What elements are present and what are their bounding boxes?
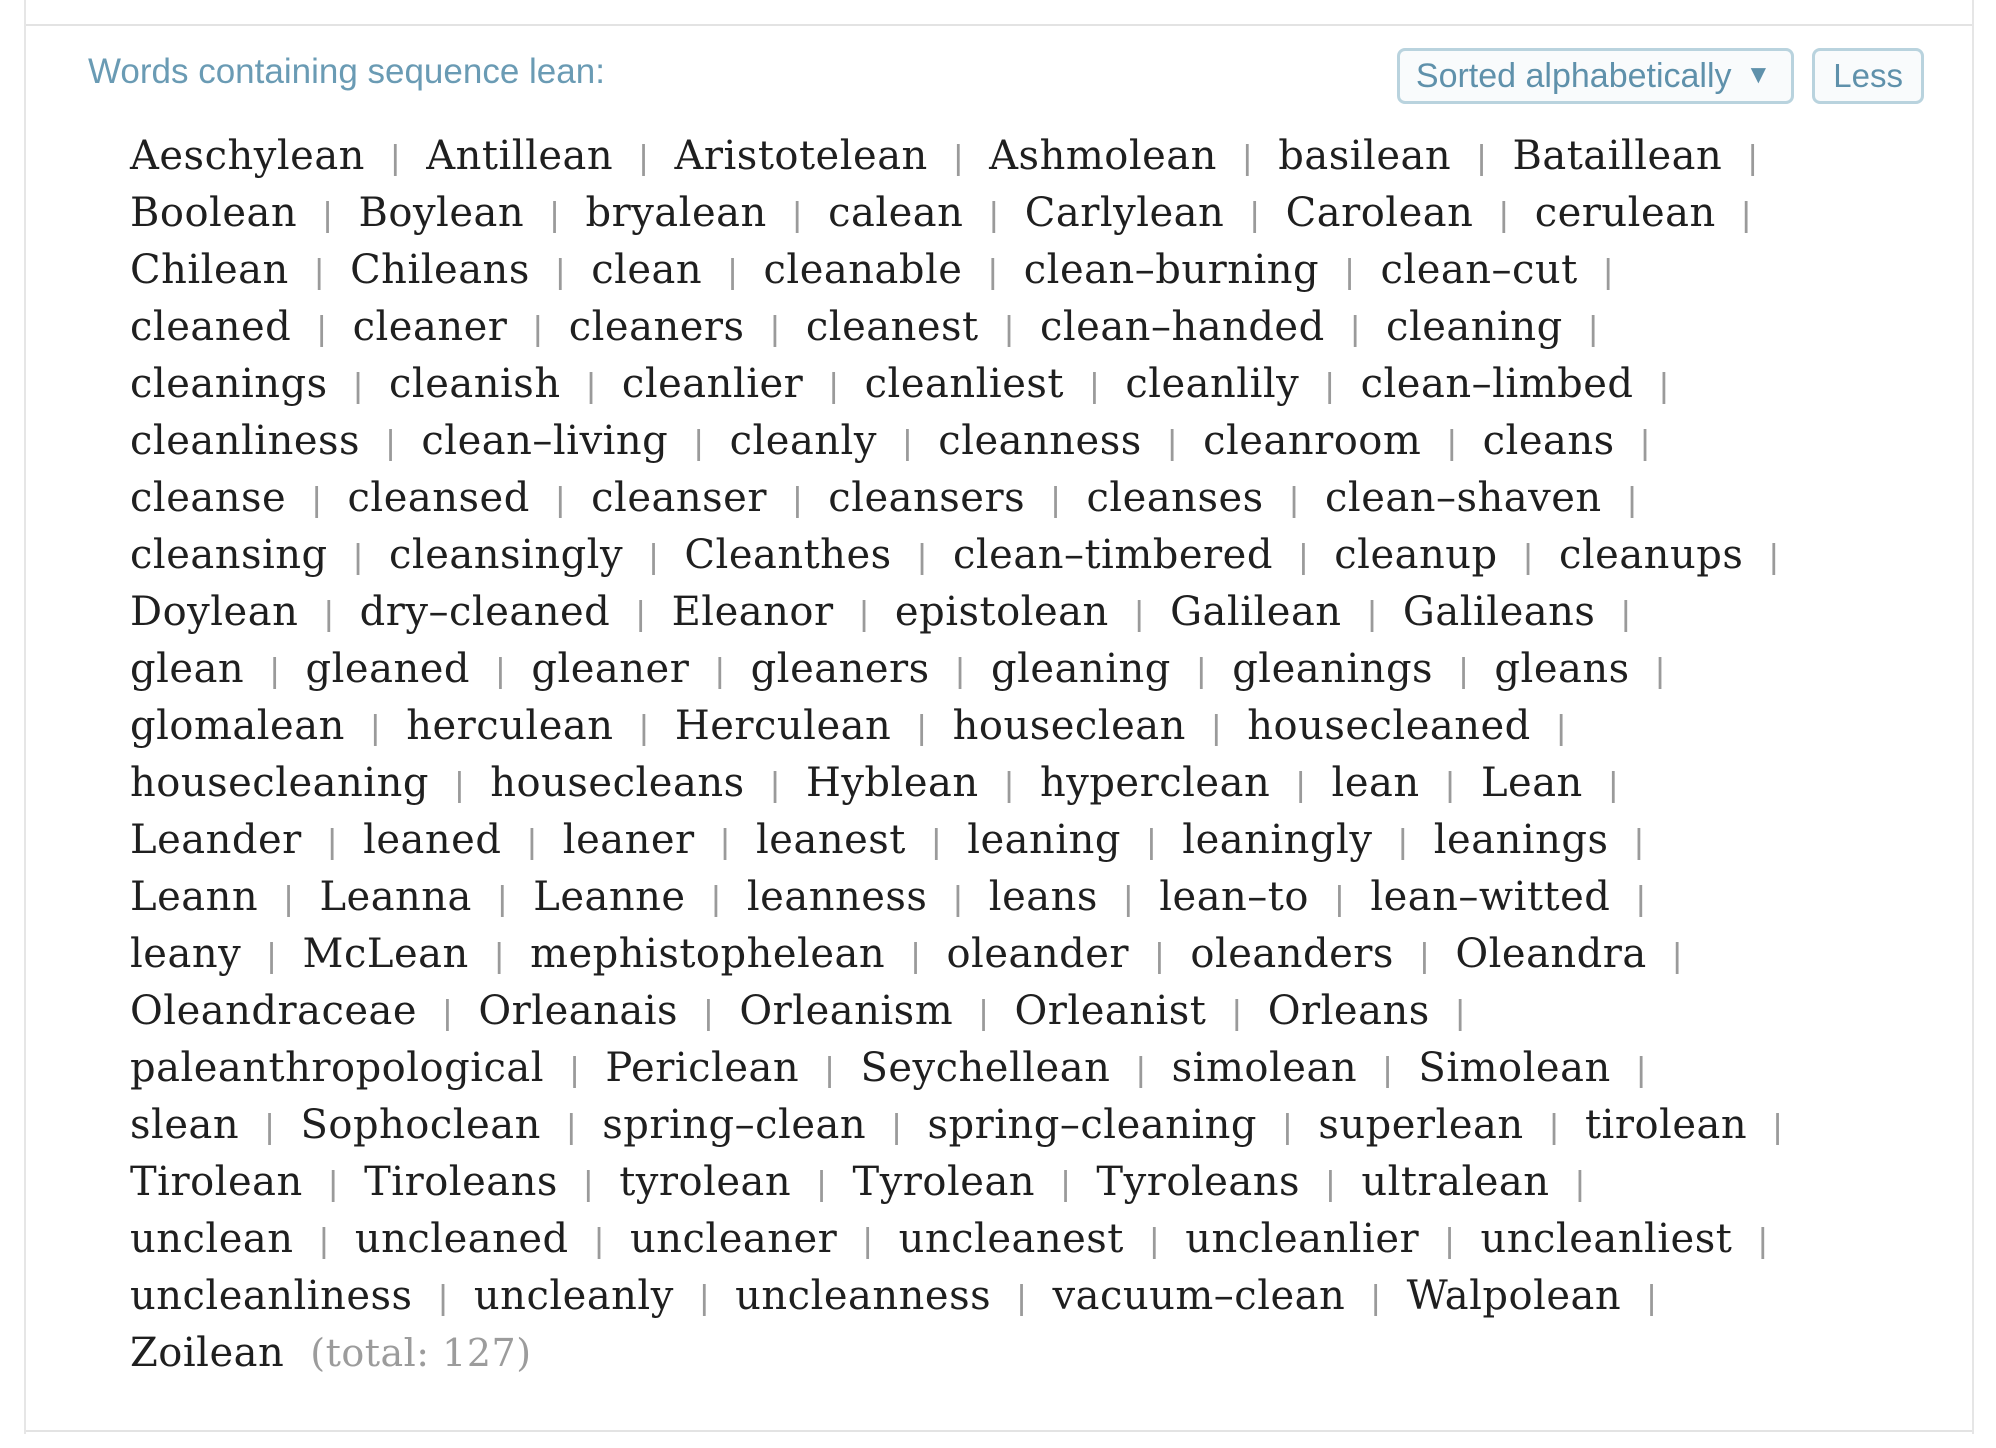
separator: | [270, 652, 280, 690]
word-link[interactable]: glean [130, 646, 245, 692]
sort-dropdown-value: Sorted alphabetically [1415, 56, 1732, 95]
separator: | [1004, 310, 1014, 348]
word-link[interactable]: superlean [1318, 1102, 1524, 1148]
word-link[interactable]: Periclean [605, 1045, 800, 1091]
separator: | [1004, 766, 1014, 804]
word-link[interactable]: Carolean [1285, 190, 1474, 236]
word-link[interactable]: Galileans [1402, 589, 1596, 635]
word-link[interactable]: cleanse [130, 475, 287, 521]
word-line [130, 128, 1910, 185]
separator: | [1123, 880, 1134, 918]
separator: | [1447, 424, 1457, 462]
separator: | [955, 652, 966, 690]
word-link[interactable]: cerulean [1534, 190, 1716, 236]
separator: | [1575, 1165, 1585, 1203]
word-link[interactable]: mephistophelean [530, 931, 886, 977]
word-link[interactable]: uncleanly [473, 1273, 674, 1319]
word-link[interactable]: Antillean [426, 133, 614, 179]
word-link[interactable]: cleaned [130, 304, 292, 350]
separator: | [527, 823, 537, 861]
separator: | [989, 196, 999, 234]
word-link[interactable]: cleansers [828, 475, 1026, 521]
word-link[interactable]: leanings [1433, 817, 1609, 863]
separator: | [1655, 652, 1665, 690]
separator: | [979, 994, 989, 1032]
word-link[interactable]: lean–witted [1370, 874, 1611, 920]
separator: | [902, 424, 913, 462]
word-link[interactable]: Orleanist [1014, 988, 1207, 1034]
word-link[interactable]: gleaners [750, 646, 930, 692]
word-link[interactable]: leanness [746, 874, 928, 920]
word-link[interactable]: cleanliness [130, 418, 361, 464]
separator: | [324, 595, 334, 633]
separator: | [953, 139, 964, 177]
word-link[interactable]: cleanups [1558, 532, 1744, 578]
separator: | [1523, 538, 1533, 576]
word-link[interactable]: cleanlier [621, 361, 804, 407]
separator: | [1289, 481, 1300, 519]
word-link[interactable]: Zoilean [130, 1330, 285, 1376]
word-link[interactable]: oleander [946, 931, 1130, 977]
separator: | [770, 310, 780, 348]
separator: | [931, 823, 942, 861]
word-link[interactable]: gleanings [1232, 646, 1434, 692]
separator: | [1134, 595, 1145, 633]
separator: | [715, 652, 725, 690]
word-link[interactable]: lean–to [1159, 874, 1309, 920]
separator: | [1748, 139, 1758, 177]
word-link[interactable]: Lean [1480, 760, 1583, 806]
separator: | [1149, 1222, 1160, 1260]
word-link[interactable]: Doylean [130, 589, 299, 635]
word-link[interactable]: cleanup [1334, 532, 1498, 578]
word-link[interactable]: cleanliest [864, 361, 1064, 407]
separator: | [1477, 139, 1487, 177]
word-link[interactable]: Leanna [319, 874, 472, 920]
separator: | [1636, 880, 1646, 918]
separator: | [1167, 424, 1178, 462]
word-link[interactable]: cleanable [763, 247, 963, 293]
word-link[interactable]: leaning [967, 817, 1121, 863]
separator: | [312, 481, 322, 519]
separator: | [639, 139, 649, 177]
separator: | [267, 937, 277, 975]
separator: | [386, 424, 396, 462]
separator: | [1773, 1108, 1783, 1146]
word-line [130, 1268, 1910, 1325]
less-button[interactable]: Less [1812, 48, 1924, 104]
separator: | [1136, 1051, 1146, 1089]
separator: | [1636, 1051, 1647, 1089]
separator: | [570, 1051, 580, 1089]
word-line [130, 584, 1910, 641]
separator: | [1647, 1279, 1657, 1317]
word-line [130, 1154, 1910, 1211]
word-link[interactable]: clean [591, 247, 703, 293]
word-link[interactable]: uncleanlier [1185, 1216, 1420, 1262]
word-link[interactable]: cleansing [130, 532, 328, 578]
word-link[interactable]: cleanly [729, 418, 877, 464]
word-line [130, 1097, 1910, 1154]
word-link[interactable]: calean [828, 190, 964, 236]
separator: | [494, 937, 505, 975]
separator: | [792, 196, 803, 234]
word-link[interactable]: Leann [130, 874, 259, 920]
bottom-divider [26, 1430, 1972, 1432]
word-link[interactable]: epistolean [894, 589, 1109, 635]
separator: | [1211, 709, 1222, 747]
separator: | [314, 253, 325, 291]
separator: | [711, 880, 721, 918]
word-link[interactable]: uncleaned [354, 1216, 569, 1262]
separator: | [953, 880, 963, 918]
word-link[interactable]: cleanness [938, 418, 1142, 464]
separator: | [1371, 1279, 1381, 1317]
separator: | [1758, 1222, 1768, 1260]
separator: | [454, 766, 465, 804]
word-link[interactable]: clean–timbered [952, 532, 1273, 578]
separator: | [1232, 994, 1242, 1032]
word-link[interactable]: oleanders [1190, 931, 1394, 977]
word-line [130, 413, 1910, 470]
word-link[interactable]: cleaning [1386, 304, 1563, 350]
separator: | [1326, 1165, 1336, 1203]
word-link[interactable]: tyrolean [619, 1159, 792, 1205]
separator: | [1146, 823, 1157, 861]
separator: | [694, 424, 704, 462]
word-link[interactable]: hyperclean [1039, 760, 1271, 806]
word-line [130, 812, 1910, 869]
word-link[interactable]: gleaning [991, 646, 1171, 692]
separator: | [555, 481, 566, 519]
word-line [130, 698, 1910, 755]
word-link[interactable]: Seychellean [860, 1045, 1111, 1091]
word-link[interactable]: uncleanest [898, 1216, 1124, 1262]
word-link[interactable]: Sophoclean [300, 1102, 541, 1148]
separator: | [1445, 766, 1455, 804]
word-link[interactable]: Leander [130, 817, 302, 863]
word-link[interactable]: clean–cut [1380, 247, 1578, 293]
separator: | [1345, 253, 1355, 291]
separator: | [438, 1279, 448, 1317]
separator: | [317, 310, 327, 348]
word-link[interactable]: cleanings [130, 361, 328, 407]
word-link[interactable]: uncleanliest [1480, 1216, 1733, 1262]
word-link[interactable]: spring–clean [602, 1102, 867, 1148]
separator: | [699, 1279, 710, 1317]
word-link[interactable]: leaningly [1182, 817, 1373, 863]
separator: | [1769, 538, 1779, 576]
separator: | [917, 538, 927, 576]
word-link[interactable]: uncleanliness [130, 1273, 413, 1319]
word-link[interactable]: dry–cleaned [359, 589, 611, 635]
word-line [130, 356, 1910, 413]
separator: | [443, 994, 453, 1032]
separator: | [1741, 196, 1752, 234]
word-link[interactable]: clean–handed [1039, 304, 1325, 350]
word-link[interactable]: cleaners [568, 304, 745, 350]
word-link[interactable]: basilean [1278, 133, 1452, 179]
word-link[interactable]: uncleanness [735, 1273, 992, 1319]
separator: | [533, 310, 543, 348]
separator: | [1061, 1165, 1071, 1203]
separator: | [1672, 937, 1683, 975]
word-link[interactable]: gleaned [305, 646, 470, 692]
separator: | [1603, 253, 1614, 291]
sort-dropdown[interactable] [1397, 48, 1794, 104]
section-heading: Words containing sequence lean: [88, 52, 605, 91]
separator: | [496, 652, 506, 690]
separator: | [265, 1108, 275, 1146]
separator: | [319, 1222, 329, 1260]
word-link[interactable]: housecleaning [130, 760, 429, 806]
separator: | [1621, 595, 1631, 633]
word-link[interactable]: Simolean [1418, 1045, 1611, 1091]
separator: | [1549, 1108, 1559, 1146]
word-link[interactable]: cleans [1482, 418, 1615, 464]
word-link[interactable]: lean [1331, 760, 1420, 806]
word-link[interactable]: clean–living [421, 418, 669, 464]
word-line [130, 299, 1910, 356]
word-link[interactable]: Orleanism [739, 988, 954, 1034]
word-link[interactable]: Herculean [674, 703, 892, 749]
separator: | [917, 709, 927, 747]
separator: | [825, 1051, 835, 1089]
word-link[interactable]: cleaner [352, 304, 508, 350]
separator: | [639, 709, 649, 747]
word-link[interactable]: Oleandraceae [130, 988, 418, 1034]
caret-down-icon: ▼ [1745, 59, 1772, 89]
separator: | [1283, 1108, 1293, 1146]
separator: | [1242, 139, 1253, 177]
separator: | [829, 367, 839, 405]
word-line [130, 1040, 1910, 1097]
word-link[interactable]: vacuum–clean [1052, 1273, 1346, 1319]
separator: | [1419, 937, 1430, 975]
separator: | [1455, 994, 1466, 1032]
word-link[interactable]: cleansingly [389, 532, 624, 578]
separator: | [636, 595, 646, 633]
word-link[interactable]: leaner [562, 817, 695, 863]
separator: | [353, 538, 364, 576]
separator: | [390, 139, 401, 177]
word-link[interactable]: cleanser [591, 475, 767, 521]
word-link[interactable]: leanest [756, 817, 906, 863]
word-line [130, 983, 1910, 1040]
word-link[interactable]: Boolean [130, 190, 298, 236]
word-link[interactable]: housecleaned [1247, 703, 1531, 749]
word-link[interactable]: Tyroleans [1096, 1159, 1301, 1205]
word-link[interactable]: Aeschylean [130, 133, 365, 179]
separator: | [1588, 310, 1599, 348]
word-link[interactable]: cleanish [389, 361, 561, 407]
separator: | [586, 367, 596, 405]
word-link[interactable]: glomalean [130, 703, 345, 749]
separator: | [1017, 1279, 1027, 1317]
separator: | [1556, 709, 1567, 747]
word-line [130, 1211, 1910, 1268]
separator: | [1334, 880, 1345, 918]
separator: | [1383, 1051, 1393, 1089]
separator: | [1459, 652, 1469, 690]
word-link[interactable]: Oleandra [1455, 931, 1647, 977]
word-link[interactable]: Walpolean [1406, 1273, 1622, 1319]
separator: | [1051, 481, 1061, 519]
word-link[interactable]: leans [988, 874, 1098, 920]
word-link[interactable]: Galilean [1170, 589, 1342, 635]
word-link[interactable]: housecleans [490, 760, 745, 806]
word-list [130, 128, 1910, 1382]
word-link[interactable]: spring–cleaning [927, 1102, 1258, 1148]
separator: | [1196, 652, 1207, 690]
word-link[interactable]: Tiroleans [364, 1159, 558, 1205]
separator: | [328, 1165, 339, 1203]
word-link[interactable]: Cleanthes [684, 532, 892, 578]
separator: | [566, 1108, 577, 1146]
word-link[interactable]: Leanne [533, 874, 686, 920]
word-link[interactable]: Chilean [130, 247, 289, 293]
separator: | [770, 766, 780, 804]
word-link[interactable]: clean–burning [1023, 247, 1320, 293]
word-link[interactable]: Tyrolean [852, 1159, 1036, 1205]
word-link[interactable]: clean–limbed [1360, 361, 1634, 407]
separator: | [1445, 1222, 1455, 1260]
word-link[interactable]: tirolean [1584, 1102, 1748, 1148]
separator: | [792, 481, 803, 519]
word-link[interactable]: cleanlily [1125, 361, 1300, 407]
word-link[interactable]: Orleanais [478, 988, 679, 1034]
total-count: (total: 127) [310, 1331, 532, 1375]
separator: | [1634, 823, 1644, 861]
word-link[interactable]: Bataillean [1512, 133, 1723, 179]
word-line [130, 185, 1910, 242]
word-link[interactable]: Aristotelean [674, 133, 928, 179]
word-link[interactable]: leaned [363, 817, 502, 863]
separator: | [327, 823, 338, 861]
word-link[interactable]: cleanses [1086, 475, 1264, 521]
top-divider [26, 24, 1972, 26]
word-line [130, 869, 1910, 926]
separator: | [817, 1165, 827, 1203]
separator: | [704, 994, 714, 1032]
word-line [130, 641, 1910, 698]
word-link[interactable]: Orleans [1267, 988, 1430, 1034]
word-link[interactable]: Tirolean [130, 1159, 303, 1205]
word-line [130, 470, 1910, 527]
separator: | [988, 253, 998, 291]
separator: | [284, 880, 294, 918]
word-link[interactable]: bryalean [585, 190, 767, 236]
separator: | [353, 367, 364, 405]
separator: | [649, 538, 659, 576]
separator: | [1608, 766, 1619, 804]
word-link[interactable]: uncleaner [629, 1216, 838, 1262]
word-line [130, 1325, 1910, 1382]
word-link[interactable]: Carlylean [1024, 190, 1225, 236]
separator: | [1398, 823, 1408, 861]
separator: | [1250, 196, 1260, 234]
word-link[interactable]: gleaner [531, 646, 690, 692]
word-line [130, 527, 1910, 584]
separator: | [1367, 595, 1377, 633]
word-link[interactable]: McLean [302, 931, 469, 977]
word-link[interactable]: simolean [1171, 1045, 1358, 1091]
word-link[interactable]: houseclean [952, 703, 1186, 749]
separator: | [370, 709, 381, 747]
separator: | [1627, 481, 1638, 519]
controls [1397, 48, 1924, 104]
word-link[interactable]: gleans [1494, 646, 1630, 692]
word-link[interactable]: Hyblean [805, 760, 979, 806]
word-link[interactable]: cleanest [805, 304, 979, 350]
separator: | [1499, 196, 1509, 234]
separator: | [583, 1165, 594, 1203]
separator: | [1298, 538, 1309, 576]
separator: | [1089, 367, 1100, 405]
word-link[interactable]: Boylean [358, 190, 525, 236]
word-link[interactable]: Ashmolean [989, 133, 1217, 179]
separator: | [728, 253, 738, 291]
separator: | [1659, 367, 1669, 405]
separator: | [1296, 766, 1306, 804]
separator: | [859, 595, 869, 633]
word-link[interactable]: paleanthropological [130, 1045, 545, 1091]
separator: | [1325, 367, 1335, 405]
word-link[interactable]: leany [130, 931, 242, 977]
word-line [130, 926, 1910, 983]
separator: | [1350, 310, 1361, 348]
word-link[interactable]: cleansed [347, 475, 530, 521]
separator: | [1155, 937, 1165, 975]
word-link[interactable]: ultralean [1361, 1159, 1550, 1205]
separator: | [594, 1222, 604, 1260]
word-link[interactable]: unclean [130, 1216, 294, 1262]
word-link[interactable]: Chileans [350, 247, 530, 293]
word-link[interactable]: herculean [406, 703, 614, 749]
separator: | [555, 253, 566, 291]
word-line [130, 242, 1910, 299]
separator: | [863, 1222, 873, 1260]
word-link[interactable]: Eleanor [671, 589, 834, 635]
words-panel [24, 0, 1974, 1434]
separator: | [720, 823, 731, 861]
separator: | [497, 880, 508, 918]
word-link[interactable]: slean [130, 1102, 240, 1148]
separator: | [550, 196, 560, 234]
word-link[interactable]: cleanroom [1203, 418, 1422, 464]
word-line [130, 755, 1910, 812]
separator: | [323, 196, 333, 234]
separator: | [911, 937, 921, 975]
separator: | [892, 1108, 902, 1146]
separator: | [1640, 424, 1651, 462]
word-link[interactable]: clean–shaven [1325, 475, 1602, 521]
